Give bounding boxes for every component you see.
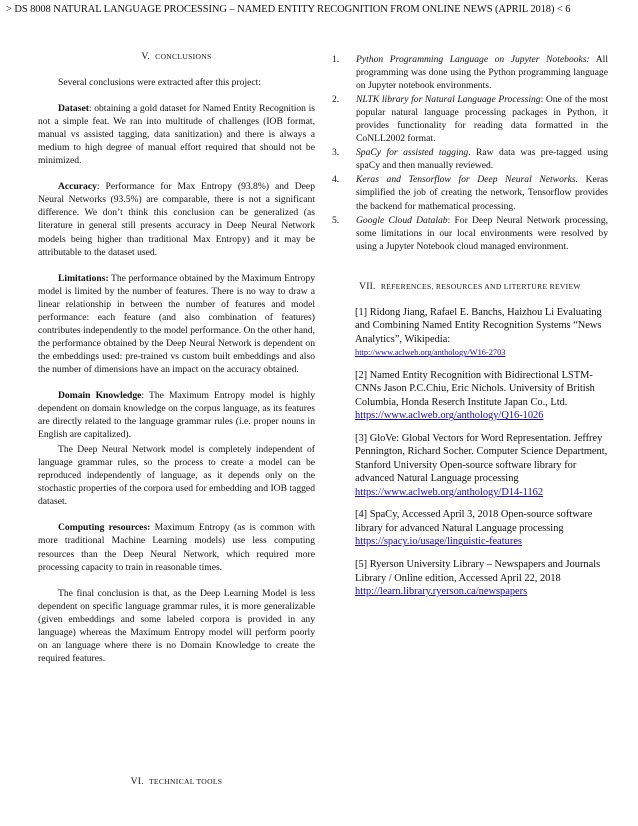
- running-header: > DS 8008 NATURAL LANGUAGE PROCESSING – NAMED ENTITY RECOGNITION FROM ONLINE NEWS (APRIL 2018) < 6: [6, 4, 571, 15]
- reference-link[interactable]: https://spacy.io/usage/linguistic-features: [355, 536, 522, 548]
- reference-item: [355, 432, 608, 500]
- tool-description: : One of the most popular natural language processing packages in Python, it provides functionality for reading data formatted in the CoNLL2002 format.: [356, 94, 608, 145]
- domain-paragraph-2: The Deep Neural Network model is completely independent of language grammar rules, so the process to create a model can be reproduced independently of language, as it depends only on the stochastic properties of the corpora used for embedding and IOB tagged dataset.: [38, 444, 315, 508]
- reference-text: [2] Named Entity Recognition with Bidirectional LSTM-CNNs Jason P.C.Chiu, Eric Nichols. University of British Columbia, Honda Reserch Institute Japan Co., Ltd.: [355, 369, 595, 408]
- conclusions-intro: Several conclusions were extracted after this project:: [58, 77, 261, 89]
- limitations-text: The performance obtained by the Maximum Entropy model is limited by the number of features. There is no way to draw a linear relationship in between the number of features and model performance: each feature (and also combination of features) contributes independently to the model performance. On the other hand, the performance obtained by the Deep Neural Network is dependent on the embeddings used: pre-trained vs custom built embeddings and also the number of dimensions have an impact on the accuracy obtained.: [38, 272, 315, 375]
- reference-link[interactable]: http://learn.library.ryerson.ca/newspapers: [355, 586, 528, 598]
- left-column: [38, 50, 315, 665]
- references-list: [332, 306, 608, 599]
- reference-item: [355, 558, 608, 599]
- tool-item: [332, 53, 608, 92]
- tool-description: Keras simplified the job of creating the network, Tensorflow provides the backend for mathematical processing.: [356, 174, 608, 212]
- tool-description: : For Deep Neural Network processing, some limitations in our local environments were resolved by using a Jupyter Notebook cloud managed environment.: [356, 214, 608, 252]
- dataset-label: Dataset: [58, 103, 89, 115]
- reference-item: [355, 508, 608, 549]
- dataset-paragraph: [38, 102, 315, 167]
- tool-name: Google Cloud Datalab: [356, 214, 448, 226]
- tool-number: 4.: [332, 174, 340, 186]
- reference-item: [355, 369, 608, 423]
- reference-text: [5] Ryerson University Library – Newspapers and Journals Library / Online edition, Accessed April 22, 2018: [355, 559, 601, 584]
- accuracy-label: Accuracy: [58, 181, 97, 193]
- tool-item: [332, 214, 608, 253]
- tool-description: All programming was done using the Python programming language on Jupyter notebook environments.: [356, 54, 608, 92]
- conclusions-numeral: V.: [141, 51, 150, 62]
- dataset-text: : obtaining a gold dataset for Named Entity Recognition is not a simple feat. We ran into multitude of challenges (IOB format, manual vs assisted tagging, data sanitization) and there is always a medium to high degree of manual effort required that should not be minimized.: [38, 103, 315, 167]
- domain-label: Domain Knowledge: [58, 389, 142, 401]
- computing-text: Maximum Entropy (as is common with more traditional Machine Learning models) use less computing resources than the Deep Neural Network, which required more processing capacity to train in reasonable times.: [38, 522, 315, 573]
- domain-paragraph: [38, 389, 315, 441]
- domain-text: : The Maximum Entropy model is highly dependent on domain knowledge on the corpus language, as its features are directly related to the language grammar rules (i.e. proper nouns in English are capitalized).: [38, 389, 315, 441]
- final-conclusion-paragraph: The final conclusion is that, as the Deep Learning Model is less dependent on specific language grammar rules, it is more generalizable (given embeddings and some labeled corpora is provided in any language) whereas the Maximum Entropy model will perform poorly on an language where there is no Domain Knowledge to create the required features.: [38, 587, 315, 664]
- tool-name: Python Programming Language on Jupyter Notebooks:: [356, 54, 590, 65]
- reference-link[interactable]: https://www.aclweb.org/anthology/Q16-1026: [355, 410, 544, 422]
- accuracy-text: : Performance for Max Entropy (93.8%) and Deep Neural Networks (93.5%) are comparable, there is not a significant difference. We don’t think this conclusion can be generalized (as literature in general still presents accuracy in Deep Neural Network models being higher than traditional Max Entropy) and it may be attributable to the dataset used.: [38, 181, 315, 258]
- conclusions-title: CONCLUSIONS: [155, 52, 212, 61]
- tool-number: 5.: [332, 214, 340, 226]
- computing-label: Computing resources:: [58, 522, 151, 534]
- tool-item: [332, 146, 608, 172]
- right-column: [332, 53, 608, 608]
- tool-number: 2.: [332, 94, 340, 106]
- tool-number: 1.: [332, 54, 340, 65]
- references-title: REFERENCES, RESOURCES AND LITERTURE REVIEW: [380, 281, 581, 291]
- reference-text: [1] Ridong Jiang, Rafael E. Banchs, Haizhou Li Evaluating and Combining Named Entity Recognition Systems “News Analytics”, Wikipedia:: [355, 306, 602, 345]
- reference-link[interactable]: http://www.aclweb.org/anthology/W16-2703: [355, 348, 506, 358]
- reference-text: [3] GloVe: Global Vectors for Word Representation. Jeffrey Pennington, Richard Socher. Computer Science Department, Stanford University Open-source software library for advanced Natural Language processing: [355, 432, 608, 485]
- references-numeral: VII.: [359, 280, 376, 292]
- references-heading: [332, 280, 608, 293]
- conclusions-heading: [38, 50, 315, 63]
- tool-item: [332, 93, 608, 145]
- tools-title: TECHNICAL TOOLS: [148, 777, 223, 786]
- tool-description: . Raw data was pre-tagged using spaCy and then manually reviewed.: [356, 147, 608, 172]
- limitations-paragraph: [38, 272, 315, 376]
- tool-name: SpaCy for assisted tagging: [356, 147, 469, 159]
- accuracy-paragraph: [38, 180, 315, 258]
- limitations-label: Limitations:: [58, 272, 109, 284]
- computing-paragraph: [38, 521, 315, 573]
- tools-list: [332, 53, 608, 253]
- tool-number: 3.: [332, 147, 340, 159]
- tool-name: NLTK library for Natural Language Processing: [356, 94, 541, 106]
- reference-text: [4] SpaCy, Accessed April 3, 2018 Open-source software library for advanced Natural Language processing: [355, 509, 593, 534]
- tool-name: Keras and Tensorflow for Deep Neural Networks.: [356, 174, 579, 186]
- tools-numeral: VI.: [130, 776, 144, 787]
- reference-item: [355, 306, 608, 360]
- reference-link[interactable]: https://www.aclweb.org/anthology/D14-1162: [355, 486, 544, 498]
- tool-item: [332, 173, 608, 212]
- tools-heading: [38, 776, 315, 787]
